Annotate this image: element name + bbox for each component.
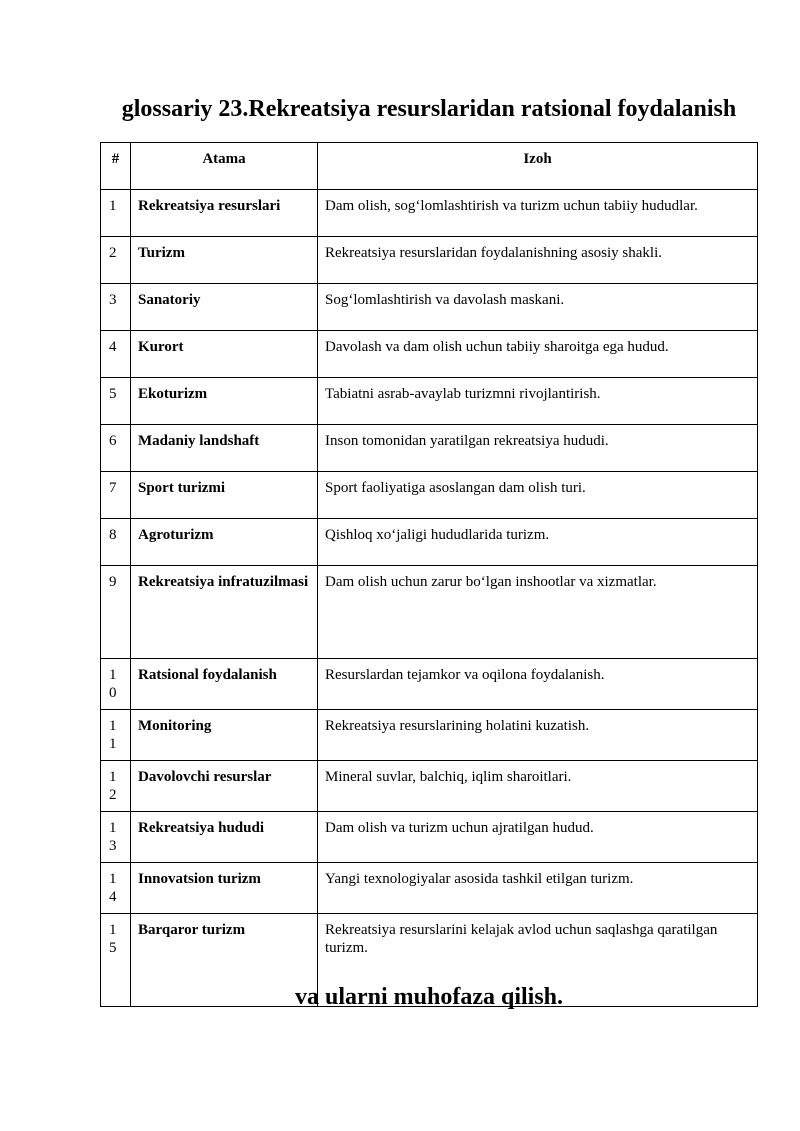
row-number: 13	[101, 812, 131, 863]
row-term: Kurort	[131, 331, 318, 378]
row-definition: Davolash va dam olish uchun tabiiy sharoitga ega hudud.	[318, 331, 758, 378]
document-title-continuation: va ularni muhofaza qilish.	[294, 984, 564, 1010]
row-number: 9	[101, 566, 131, 659]
row-number: 5	[101, 378, 131, 425]
row-term: Sport turizmi	[131, 472, 318, 519]
row-definition: Sport faoliyatiga asoslangan dam olish turi.	[318, 472, 758, 519]
row-definition: Rekreatsiya resurslarini kelajak avlod uchun saqlashga qaratilgan turizm.	[318, 914, 758, 1007]
row-term: Davolovchi resurslar	[131, 761, 318, 812]
row-number: 14	[101, 863, 131, 914]
row-number: 6	[101, 425, 131, 472]
table-row	[101, 237, 758, 284]
row-definition: Rekreatsiya resurslarining holatini kuzatish.	[318, 710, 758, 761]
row-definition: Rekreatsiya resurslaridan foydalanishning asosiy shakli.	[318, 237, 758, 284]
row-term: Madaniy landshaft	[131, 425, 318, 472]
row-definition: Dam olish va turizm uchun ajratilgan hudud.	[318, 812, 758, 863]
row-definition: Dam olish, sog‘lomlashtirish va turizm uchun tabiiy hududlar.	[318, 190, 758, 237]
table-row	[101, 761, 758, 812]
row-number: 3	[101, 284, 131, 331]
table-row	[101, 812, 758, 863]
row-number: 10	[101, 659, 131, 710]
row-definition: Mineral suvlar, balchiq, iqlim sharoitlari.	[318, 761, 758, 812]
row-term: Ekoturizm	[131, 378, 318, 425]
row-term: Rekreatsiya infratuzilmasi	[131, 566, 318, 659]
table-row	[101, 378, 758, 425]
column-header-number: #	[101, 143, 131, 190]
row-definition: Inson tomonidan yaratilgan rekreatsiya hududi.	[318, 425, 758, 472]
table-row	[101, 863, 758, 914]
row-definition: Sog‘lomlashtirish va davolash maskani.	[318, 284, 758, 331]
row-term: Rekreatsiya hududi	[131, 812, 318, 863]
row-number: 11	[101, 710, 131, 761]
row-definition: Dam olish uchun zarur bo‘lgan inshootlar va xizmatlar.	[318, 566, 758, 659]
row-term: Agroturizm	[131, 519, 318, 566]
column-header-definition: Izoh	[318, 143, 758, 190]
row-term: Turizm	[131, 237, 318, 284]
glossary-table	[100, 142, 758, 1007]
table-row	[101, 284, 758, 331]
row-number: 15	[101, 914, 131, 1007]
table-row	[101, 190, 758, 237]
row-term: Barqaror turizm	[131, 914, 318, 1007]
row-term: Sanatoriy	[131, 284, 318, 331]
row-term: Monitoring	[131, 710, 318, 761]
row-definition: Qishloq xo‘jaligi hududlarida turizm.	[318, 519, 758, 566]
row-term: Innovatsion turizm	[131, 863, 318, 914]
table-row	[101, 519, 758, 566]
row-number: 7	[101, 472, 131, 519]
row-number: 1	[101, 190, 131, 237]
table-row	[101, 425, 758, 472]
row-number: 4	[101, 331, 131, 378]
table-row	[101, 659, 758, 710]
table-row	[101, 710, 758, 761]
table-row	[101, 331, 758, 378]
column-header-term: Atama	[131, 143, 318, 190]
row-term: Ratsional foydalanish	[131, 659, 318, 710]
table-row	[101, 472, 758, 519]
table-row	[101, 566, 758, 659]
row-definition: Resurslardan tejamkor va oqilona foydalanish.	[318, 659, 758, 710]
row-number: 12	[101, 761, 131, 812]
row-number: 8	[101, 519, 131, 566]
row-term: Rekreatsiya resurslari	[131, 190, 318, 237]
row-number: 2	[101, 237, 131, 284]
document-title: glossariy 23.Rekreatsiya resurslaridan ratsional foydalanish	[121, 96, 737, 122]
table-header-row	[101, 143, 758, 190]
row-definition: Tabiatni asrab-avaylab turizmni rivojlantirish.	[318, 378, 758, 425]
row-definition: Yangi texnologiyalar asosida tashkil etilgan turizm.	[318, 863, 758, 914]
